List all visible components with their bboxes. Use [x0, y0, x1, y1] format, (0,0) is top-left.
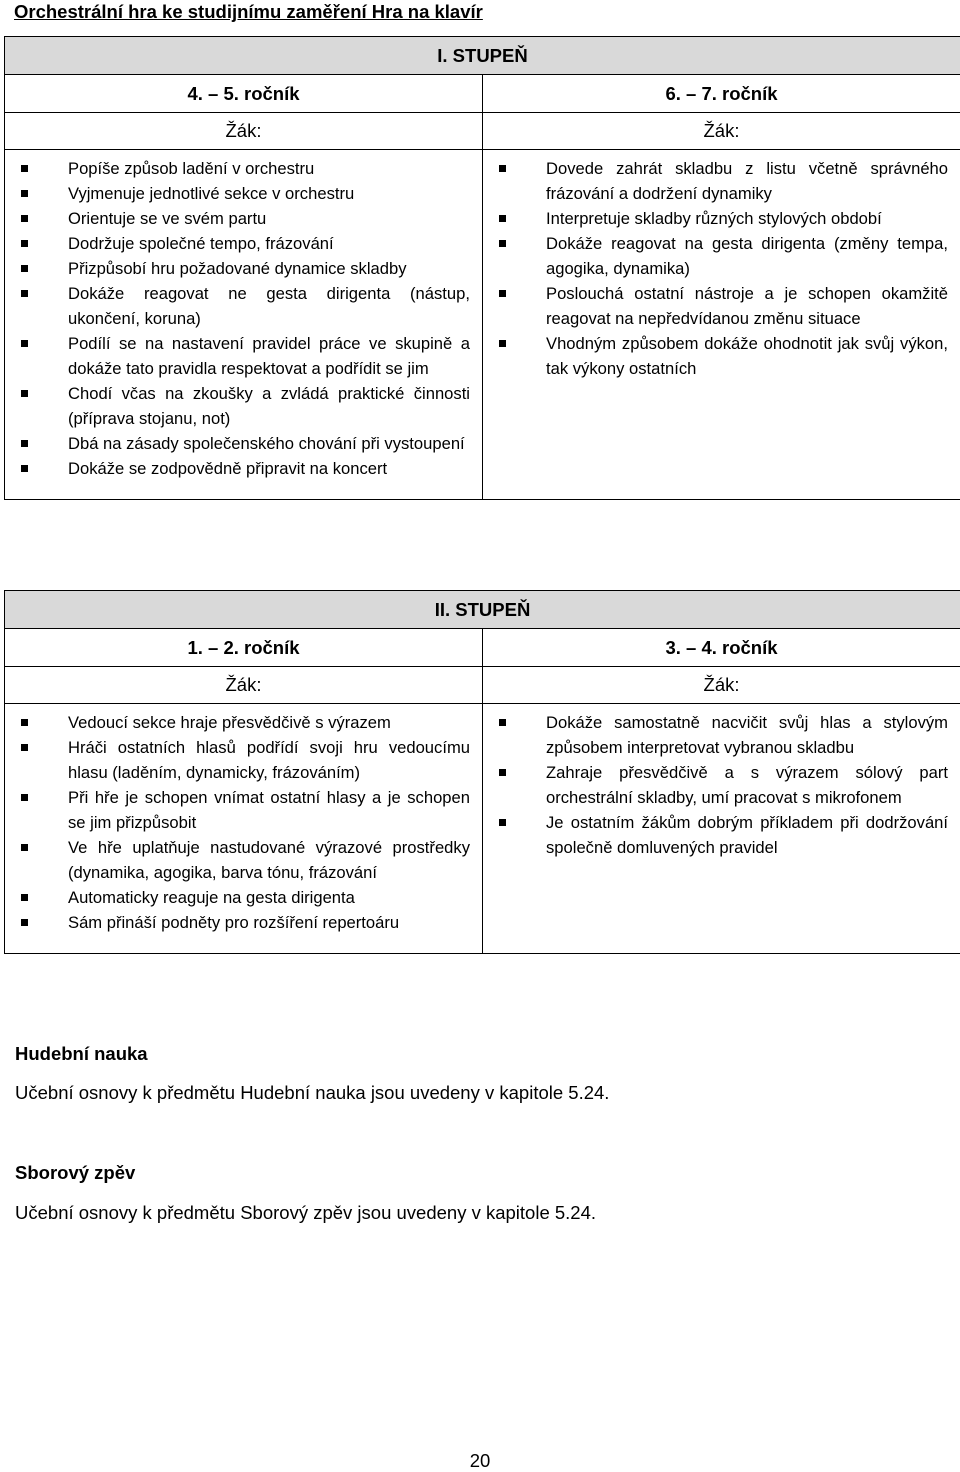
list-item: Je ostatním žákům dobrým příkladem při dodržování společně domluvených pravidel: [499, 810, 948, 860]
stage-heading: I. STUPEŇ: [5, 37, 960, 75]
section-heading: Hudební nauka: [15, 1043, 148, 1065]
stage-heading: II. STUPEŇ: [5, 591, 960, 629]
stage-one-table: [4, 36, 960, 500]
list-item: Dokáže samostatně nacvičit svůj hlas a stylovým způsobem interpretovat vybranou skladbu: [499, 710, 948, 760]
list-item: Zahraje přesvědčivě a s výrazem sólový part orchestrální skladby, umí pracovat s mikrofonem: [499, 760, 948, 810]
pupil-label: Žák:: [483, 113, 960, 150]
outcomes-cell: [5, 704, 483, 954]
outcome-list: [483, 704, 960, 878]
outcomes-cell: [483, 150, 960, 500]
pupil-label: Žák:: [5, 667, 483, 704]
list-item: Orientuje se ve svém partu: [21, 206, 470, 231]
list-item: Sám přináší podněty pro rozšíření repertoáru: [21, 910, 470, 935]
outcome-list: [483, 150, 960, 399]
list-item: Hráči ostatních hlasů podřídí svoji hru vedoucímu hlasu (laděním, dynamicky, frázováním): [21, 735, 470, 785]
years-heading: 1. – 2. ročník: [5, 629, 483, 667]
list-item: Dokáže se zodpovědně připravit na koncert: [21, 456, 470, 481]
list-item: Poslouchá ostatní nástroje a je schopen okamžitě reagovat na nepředvídanou změnu situace: [499, 281, 948, 331]
list-item: Chodí včas na zkoušky a zvládá praktické činnosti (příprava stojanu, not): [21, 381, 470, 431]
list-item: Vedoucí sekce hraje přesvědčivě s výrazem: [21, 710, 470, 735]
list-item: Ve hře uplatňuje nastudované výrazové prostředky (dynamika, agogika, barva tónu, frázování: [21, 835, 470, 885]
section-text: Učební osnovy k předmětu Hudební nauka jsou uvedeny v kapitole 5.24.: [15, 1082, 609, 1104]
section-heading: Sborový zpěv: [15, 1162, 135, 1184]
list-item: Dokáže reagovat ne gesta dirigenta (nástup, ukončení, koruna): [21, 281, 470, 331]
pupil-label: Žák:: [483, 667, 960, 704]
list-item: Vyjmenuje jednotlivé sekce v orchestru: [21, 181, 470, 206]
list-item: Popíše způsob ladění v orchestru: [21, 156, 470, 181]
years-heading: 3. – 4. ročník: [483, 629, 960, 667]
outcome-list: [5, 150, 482, 499]
stage-two-table: [4, 590, 960, 954]
list-item: Dbá na zásady společenského chování při vystoupení: [21, 431, 470, 456]
page-title: Orchestrální hra ke studijnímu zaměření Hra na klavír: [14, 1, 483, 23]
outcomes-cell: [5, 150, 483, 500]
list-item: Dodržuje společné tempo, frázování: [21, 231, 470, 256]
list-item: Podílí se na nastavení pravidel práce ve skupině a dokáže tato pravidla respektovat a podřídit se jim: [21, 331, 470, 381]
list-item: Automaticky reaguje na gesta dirigenta: [21, 885, 470, 910]
list-item: Dovede zahrát skladbu z listu včetně správného frázování a dodržení dynamiky: [499, 156, 948, 206]
pupil-label: Žák:: [5, 113, 483, 150]
list-item: Při hře je schopen vnímat ostatní hlasy a je schopen se jim přizpůsobit: [21, 785, 470, 835]
list-item: Interpretuje skladby různých stylových období: [499, 206, 948, 231]
list-item: Dokáže reagovat na gesta dirigenta (změny tempa, agogika, dynamika): [499, 231, 948, 281]
list-item: Vhodným způsobem dokáže ohodnotit jak svůj výkon, tak výkony ostatních: [499, 331, 948, 381]
page-number: 20: [0, 1450, 960, 1472]
outcomes-cell: [483, 704, 960, 954]
years-heading: 4. – 5. ročník: [5, 75, 483, 113]
list-item: Přizpůsobí hru požadované dynamice skladby: [21, 256, 470, 281]
section-text: Učební osnovy k předmětu Sborový zpěv jsou uvedeny v kapitole 5.24.: [15, 1202, 596, 1224]
outcome-list: [5, 704, 482, 953]
years-heading: 6. – 7. ročník: [483, 75, 960, 113]
